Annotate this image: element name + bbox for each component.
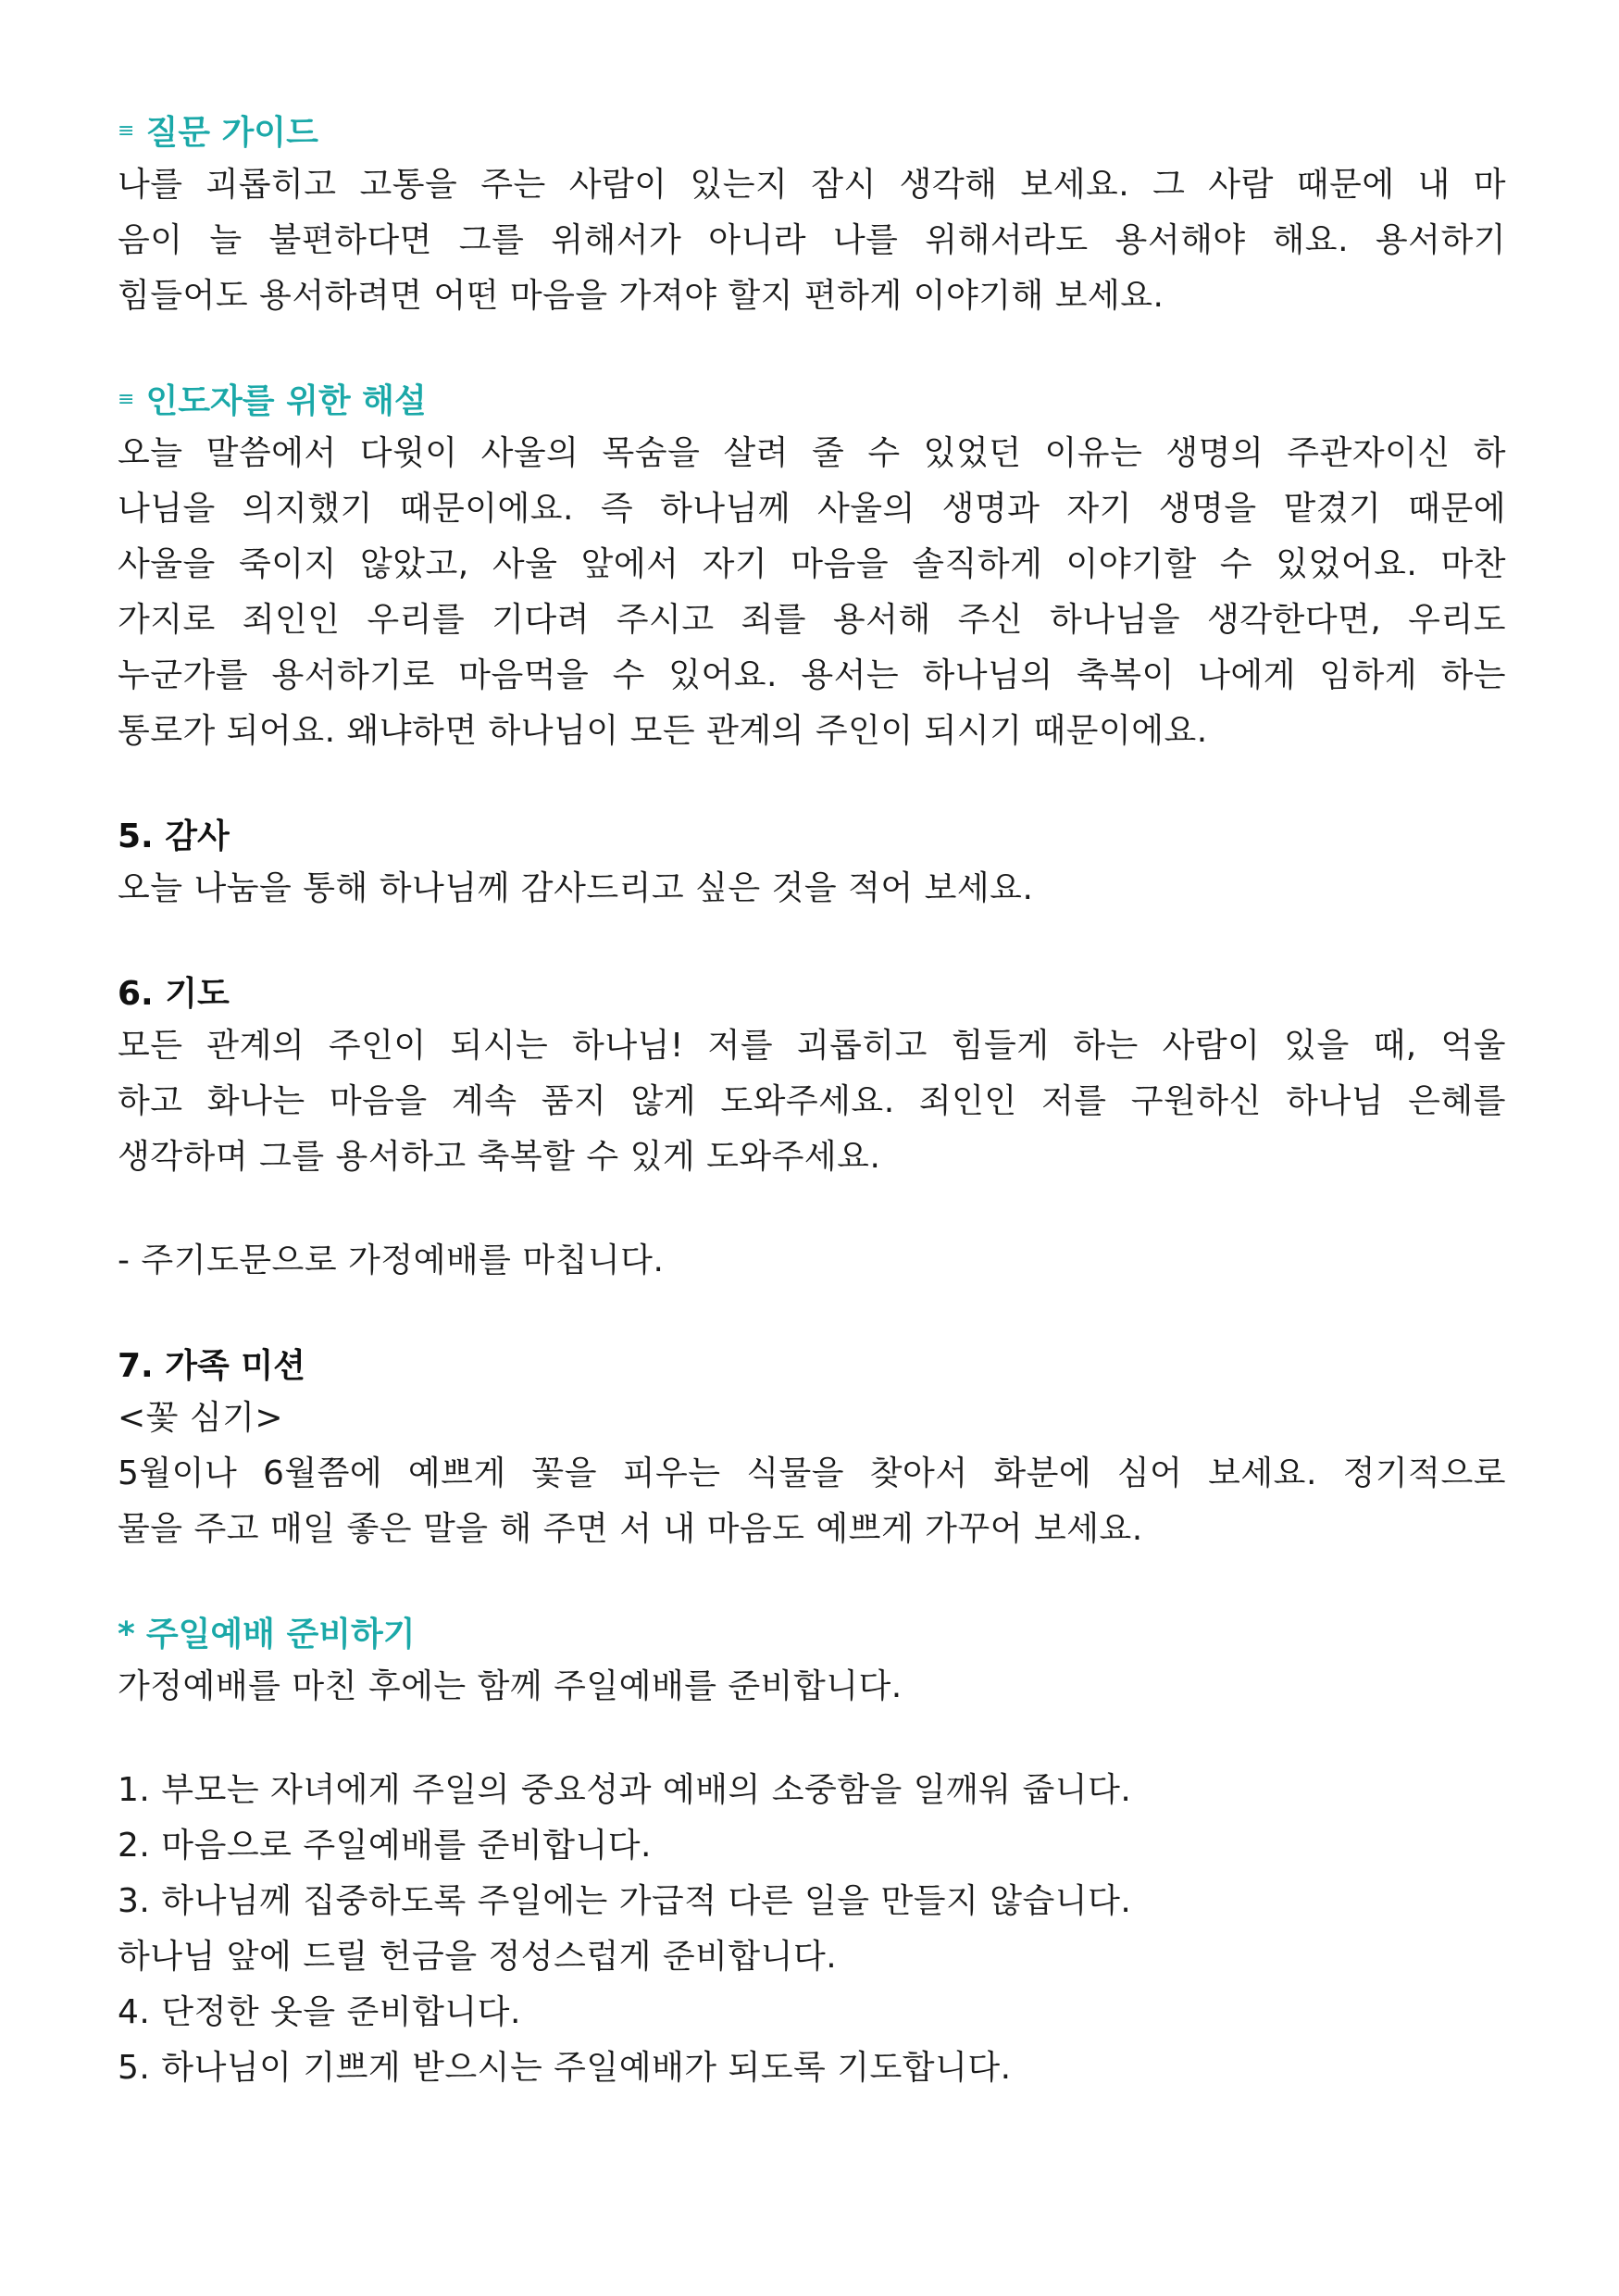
sunday-prep-heading (118, 1611, 1506, 1659)
asterisk-icon: * (118, 1616, 135, 1653)
paragraph-line: 생각하며 그를 용서하고 축복할 수 있게 도와주세요. (118, 1138, 881, 1176)
list-item: 하나님 앞에 드릴 헌금을 정성스럽게 준비합니다. (118, 1938, 838, 1976)
prayer-heading: 6. 기도 (118, 975, 230, 1013)
question-guide-heading (118, 109, 1506, 157)
paragraph-line: 오늘 나눔을 통해 하나님께 감사드리고 싶은 것을 적어 보세요. (118, 869, 1034, 907)
sunday-prep-section (118, 1611, 1506, 2096)
leader-commentary-heading (118, 378, 1506, 426)
question-guide-section (118, 109, 1506, 324)
paragraph-line: 물을 주고 매일 좋은 말을 해 주면 서 내 마음도 예쁘게 가꾸어 보세요. (118, 1510, 1143, 1548)
prayer-section (118, 970, 1506, 1289)
list-item: 2. 마음으로 주일예배를 준비합니다. (118, 1827, 652, 1865)
list-mark-icon: ≡ (118, 388, 135, 411)
list-item: 4. 단정한 옷을 준비합니다. (118, 1993, 521, 2031)
paragraph-line: 누군가를 용서하기로 마음먹을 수 있어요. 용서는 하나님의 축복이 나에게 임하게 하는 (118, 656, 1506, 694)
list-mark-icon: ≡ (118, 119, 135, 143)
thanks-section (118, 813, 1506, 917)
paragraph-line: 가지로 죄인인 우리를 기다려 주시고 죄를 용서해 주신 하나님을 생각한다면, 우리도 (118, 601, 1506, 639)
leader-commentary-section (118, 378, 1506, 759)
document-page (118, 109, 1506, 2096)
paragraph-line: 음이 늘 불편하다면 그를 위해서가 아니라 나를 위해서라도 용서해야 해요. 용서하기 (118, 221, 1506, 259)
list-item: 1. 부모는 자녀에게 주일의 중요성과 예배의 소중함을 일깨워 줍니다. (118, 1771, 1132, 1809)
paragraph-line: 나님을 의지했기 때문이에요. 즉 하나님께 사울의 생명과 자기 생명을 맡겼기 때문에 (118, 490, 1506, 528)
leader-commentary-title: 인도자를 위한 해설 (145, 382, 427, 420)
family-mission-subtitle: <꽃 심기> (118, 1399, 284, 1437)
list-item: 5. 하나님이 기쁘게 받으시는 주일예배가 되도록 기도합니다. (118, 2049, 1012, 2087)
question-guide-title: 질문 가이드 (145, 114, 318, 152)
sunday-prep-intro: 가정예배를 마친 후에는 함께 주일예배를 준비합니다. (118, 1667, 903, 1705)
paragraph-line: 사울을 죽이지 않았고, 사울 앞에서 자기 마음을 솔직하게 이야기할 수 있었어요. 마찬 (118, 545, 1506, 583)
family-mission-heading: 7. 가족 미션 (118, 1347, 305, 1385)
list-item: 3. 하나님께 집중하도록 주일에는 가급적 다른 일을 만들지 않습니다. (118, 1882, 1132, 1920)
paragraph-line: 오늘 말씀에서 다윗이 사울의 목숨을 살려 줄 수 있었던 이유는 생명의 주관자이신 하 (118, 434, 1506, 472)
prayer-closing: - 주기도문으로 가정예배를 마칩니다. (118, 1242, 665, 1279)
paragraph-line: 모든 관계의 주인이 되시는 하나님! 저를 괴롭히고 힘들게 하는 사람이 있을 때, 억울 (118, 1027, 1506, 1065)
paragraph-line: 5월이나 6월쯤에 예쁘게 꽃을 피우는 식물을 찾아서 화분에 심어 보세요. 정기적으로 (118, 1454, 1506, 1492)
sunday-prep-title: 주일예배 준비하기 (145, 1616, 416, 1653)
paragraph-line: 나를 괴롭히고 고통을 주는 사람이 있는지 잠시 생각해 보세요. 그 사람 때문에 내 마 (118, 166, 1506, 204)
paragraph-line: 통로가 되어요. 왜냐하면 하나님이 모든 관계의 주인이 되시기 때문이에요. (118, 712, 1208, 750)
family-mission-section (118, 1342, 1506, 1557)
thanks-heading: 5. 감사 (118, 817, 230, 855)
paragraph-line: 힘들어도 용서하려면 어떤 마음을 가져야 할지 편하게 이야기해 보세요. (118, 277, 1164, 315)
paragraph-line: 하고 화나는 마음을 계속 품지 않게 도와주세요. 죄인인 저를 구원하신 하나님 은혜를 (118, 1082, 1506, 1120)
